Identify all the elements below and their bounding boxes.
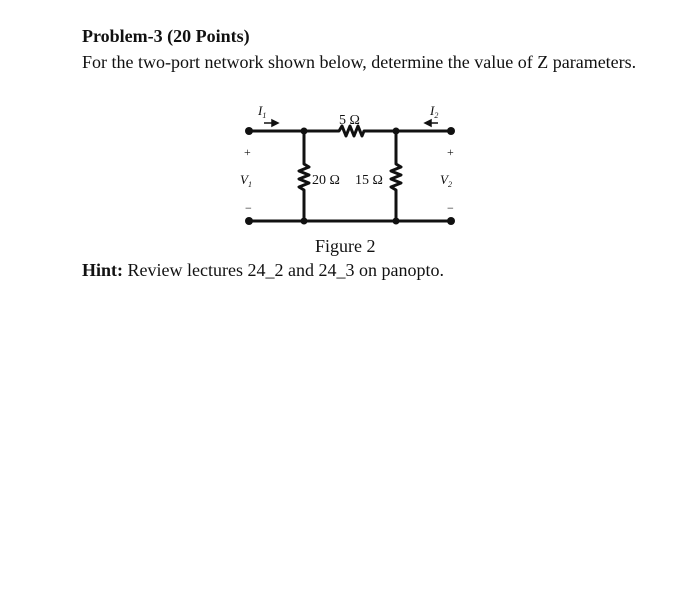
label-v1: $V_1$ (240, 172, 252, 189)
hint-text: Review lectures 24_2 and 24_3 on panopto. (123, 260, 444, 280)
terminal-bottom-right (447, 217, 455, 225)
label-r-right: 15 Ω (355, 173, 383, 188)
label-v2: $V_2$ (440, 172, 452, 189)
plus-left: + (244, 145, 251, 159)
terminal-top-right (447, 127, 455, 135)
node-top-left (301, 128, 308, 135)
label-i1: $I_1$ (258, 103, 267, 120)
hint-label: Hint: (82, 260, 124, 280)
resistor-15-branch (391, 131, 401, 221)
arrow-i1 (264, 120, 278, 126)
label-i2: $I_2$ (430, 103, 439, 120)
problem-prompt: For the two-port network shown below, determine the value of Z parameters. (82, 52, 637, 72)
label-r-series: 5 Ω (339, 113, 360, 128)
node-bottom-left (301, 218, 308, 225)
plus-right: + (447, 145, 454, 159)
minus-left: − (245, 201, 252, 215)
hint-line (82, 260, 444, 281)
label-r-left: 20 Ω (312, 173, 340, 188)
terminal-top-left (245, 127, 253, 135)
node-bottom-right (393, 218, 400, 225)
terminal-bottom-left (245, 217, 253, 225)
figure-caption: Figure 2 (315, 236, 376, 256)
resistor-20-branch (299, 131, 309, 221)
arrow-i2 (425, 120, 438, 126)
problem-title: Problem-3 (20 Points) (82, 26, 250, 46)
minus-right: − (447, 201, 454, 215)
node-top-right (393, 128, 400, 135)
